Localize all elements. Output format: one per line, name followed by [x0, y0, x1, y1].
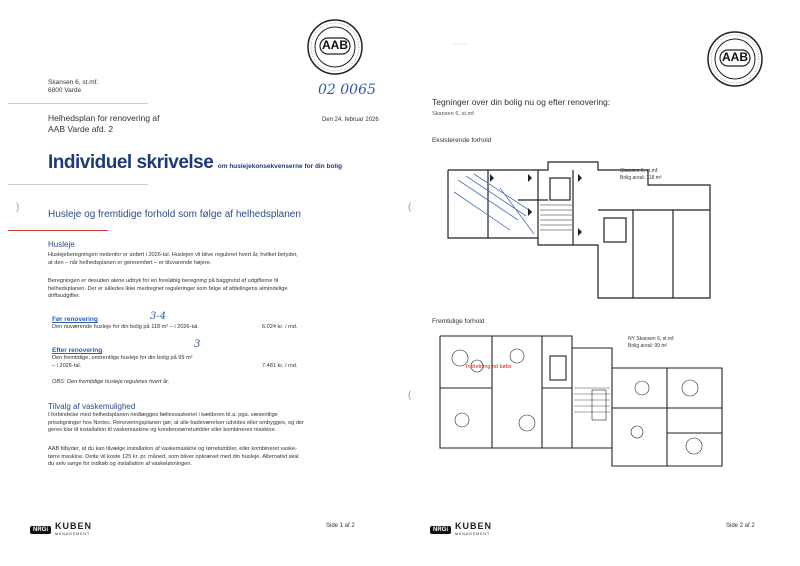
address-line-2: 6800 Varde [48, 87, 82, 94]
obs-note: OBS: Den fremtidige husleje reguleres hvert år. [52, 379, 170, 385]
text-line: driftsudgifter. [48, 293, 81, 300]
page-number: Side 2 af 2 [726, 523, 755, 529]
existing-plan-label: Eksisterende forhold [432, 137, 492, 144]
section-title: Husleje og fremtidige forhold som følge af helhedsplanen [48, 209, 301, 220]
plan-title-line-2: AAB Varde afd. 2 [48, 124, 114, 134]
efter-renovering-text [52, 355, 193, 370]
handwritten-note-efter: 3 [194, 339, 201, 350]
future-floor-plan [432, 328, 737, 468]
future-area: Bolig areal: 99 m² [628, 342, 668, 349]
text-line: geres klar til installation til vaskemaskine og kondenstørretumbler eller kombineres maskine. [48, 427, 277, 434]
drawings-title: Tegninger over din bolig nu og efter renovering: [432, 97, 611, 107]
tilvalg-paragraph-1 [48, 412, 358, 435]
foer-renovering-text: Den nuværende husleje for din bolig på 118 m² – i 2026-tal. [52, 324, 199, 330]
seal-text: AAB [722, 50, 748, 64]
existing-address: Skansen 6, st.mf. [620, 168, 659, 174]
existing-plan-info [620, 168, 662, 181]
red-annotation: Indretning nd købs [466, 364, 512, 370]
plan-title-line-1: Helhedsplan for renovering af [48, 113, 160, 123]
text-line: – i 2026-tal. [52, 362, 82, 369]
efter-renovering-value: 7.481 kr. / md. [262, 363, 298, 369]
husleje-heading: Husleje [48, 240, 75, 249]
kuben-wordmark: KUBEN [455, 521, 493, 531]
handwritten-number: 02 0065 [318, 82, 376, 98]
divider-line [8, 103, 148, 104]
text-line: Beregningen er desuden alene udtryk for en foreløbig beregning på baggrund af udgifterne til [48, 278, 279, 284]
kuben-subtext: MANAGEMENT [455, 532, 491, 536]
text-line: du selv sørge for indkøb og installation af vaskeløsningen. [48, 461, 192, 468]
text-line: I forbindelse med helhedsplanen nedlægges fællesvaskeriet i kælderen bl.a. pga. væsentlige [48, 412, 278, 418]
hole-punch-mark: ) [16, 202, 20, 213]
kuben-subtext: MANAGEMENT [55, 532, 91, 536]
heading-sub: om huslejekonsekvenserne for din bolig [217, 163, 343, 170]
efter-renovering-heading: Efter renovering [52, 347, 103, 354]
husleje-paragraph-1 [48, 252, 358, 267]
nrgi-kuben-logo [30, 522, 92, 538]
plan-title [48, 113, 160, 135]
page-number: Side 1 af 2 [326, 523, 355, 529]
seal-text: AAB [322, 38, 348, 52]
text-line: Den fremtidige, omtrentlige husleje for din bolig på 99 m² [52, 355, 193, 361]
drawings-subtitle: Skansen 6, st.mf. [432, 111, 476, 117]
tilvalg-paragraph-2 [48, 446, 358, 469]
nrgi-logo: NRGi [30, 526, 51, 534]
text-line: helhedsplanen. Der er således ikke medregnet reguleringer som følge af afdelingens almindelige [48, 285, 288, 292]
document-page-2 [400, 0, 800, 566]
kuben-wordmark: KUBEN [55, 521, 93, 531]
future-address: NY Skansen 6, st.mf. [628, 336, 675, 342]
kuben-logo [455, 522, 492, 538]
text-line: at den – når helhedsplanen er gennemført – er tilsvarende højere. [48, 259, 212, 266]
document-heading [48, 152, 342, 174]
future-plan-info [628, 336, 675, 349]
future-plan-label: Fremtidige forhold [432, 318, 485, 325]
existing-floor-plan [428, 150, 728, 300]
divider-line [8, 184, 148, 185]
accent-line [8, 230, 108, 231]
foer-renovering-heading: Før renovering [52, 316, 98, 323]
nrgi-logo: NRGi [430, 526, 451, 534]
faint-stamp-mark: ~~~~~~ [450, 42, 470, 48]
hole-punch-mark: ( [408, 202, 412, 213]
heading-main: Individuel skrivelse [48, 152, 214, 173]
nrgi-kuben-logo [430, 522, 492, 538]
husleje-paragraph-2 [48, 278, 358, 301]
handwritten-note-foer: 3-4 [150, 311, 167, 322]
aab-seal-logo [306, 18, 364, 76]
text-line: Huslejeberegningen nedenfor er anført i 2026-tal. Huslejen vil blive reguleret hvert år, hvilket betyder, [48, 252, 298, 258]
text-line: prisstigninger hos Nortec. Renoveringsplanen gør, at alle badeværelser udvides eller ombygges, og der [48, 419, 304, 426]
kuben-logo [55, 522, 92, 538]
existing-area: Bolig areal: 118 m² [620, 174, 662, 181]
hole-punch-mark: ( [408, 390, 412, 401]
address-line-1: Skansen 6, st.mf. [48, 79, 99, 86]
tilvalg-heading: Tilvalg af vaskemulighed [48, 402, 136, 411]
text-line: AAB tilbyder, at du kan tilvælge installation af vaskemaskine og tørretumbler, eller kombineret vaske- [48, 446, 298, 452]
letter-date: Den 24. februar 2026 [322, 117, 379, 123]
text-line: tørre maskine. Dette vil koste 125 kr. pr. måned, som bliver opkrævet med din husleje. Alternativt skal [48, 453, 299, 460]
foer-renovering-value: 6.024 kr. / md. [262, 324, 298, 330]
recipient-address [48, 79, 98, 95]
aab-seal-logo [706, 30, 764, 88]
